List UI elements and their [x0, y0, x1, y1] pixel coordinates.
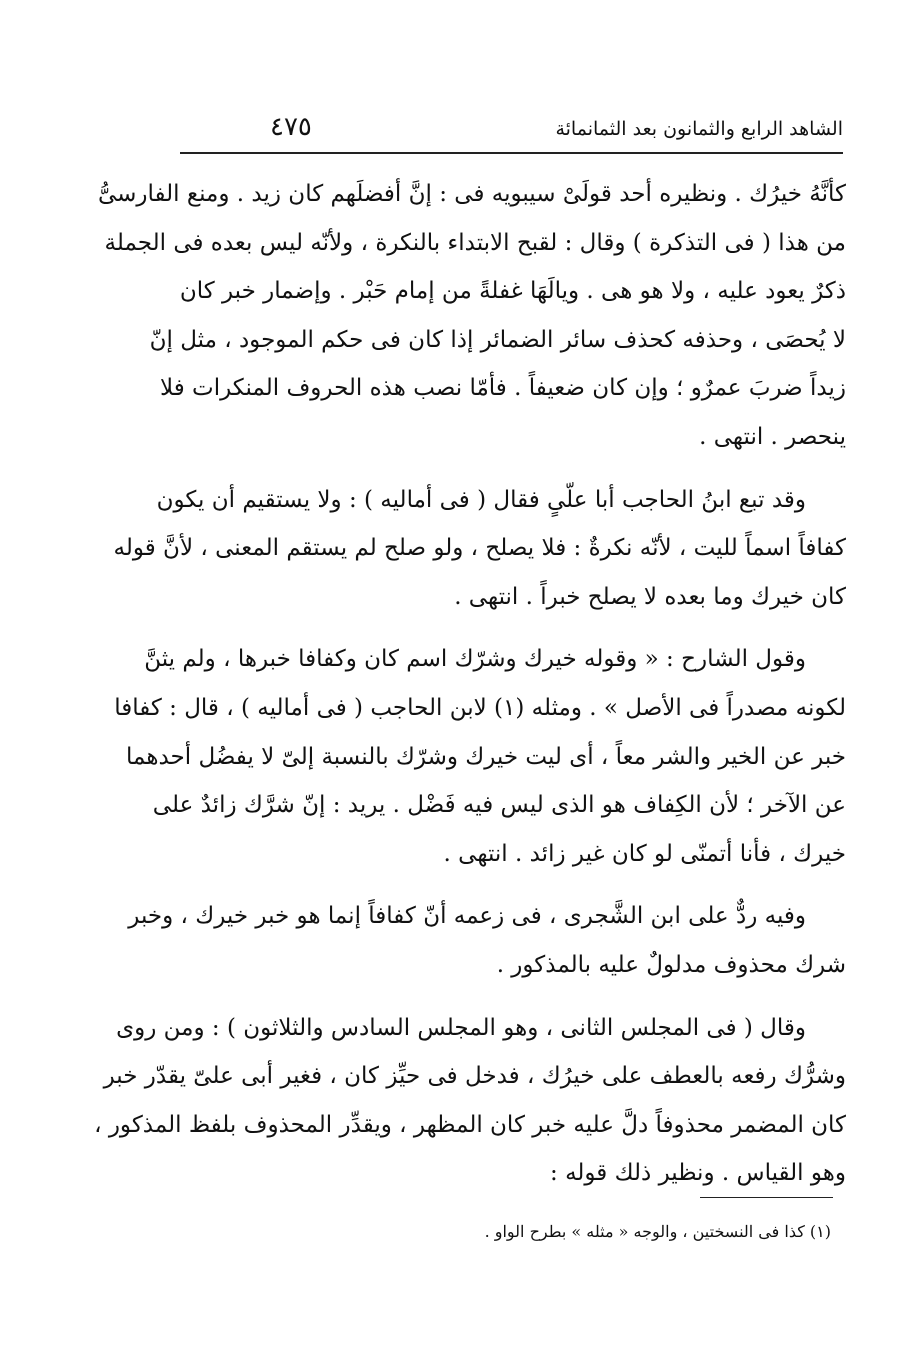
paragraph-4 — [128, 892, 846, 989]
text-line: لا يُحصَى ، وحذفه كحذف سائر الضمائر إذا كان فى حكم الموجود ، مثل إنّ — [149, 326, 846, 353]
header-divider — [180, 152, 843, 154]
text-line: خيرك ، فأنا أتمنّى لو كان غير زائد . انتهى . — [443, 840, 846, 867]
text-line: لكونه مصدراً فى الأصل » . ومثله (١) لابن الحاجب ( فى أماليه ) ، قال : كفافا — [114, 694, 846, 721]
text-line: ينحصر . انتهى . — [699, 423, 846, 450]
text-line: وقد تبع ابنُ الحاجب أبا علّىٍ فقال ( فى أماليه ) : ولا يستقيم أن يكون — [156, 486, 806, 513]
paragraph-3 — [114, 635, 846, 878]
text-line: زيداً ضربَ عمرٌو ؛ وإن كان ضعيفاً . فأمّا نصب هذه الحروف المنكرات فلا — [160, 375, 846, 402]
page-header — [180, 100, 843, 150]
paragraph-2 — [113, 476, 846, 622]
text-line: وقال ( فى المجلس الثانى ، وهو المجلس السادس والثلاثون ) : ومن روى — [116, 1014, 806, 1041]
page-number: ٤٧٥ — [270, 112, 312, 142]
text-line: كان خيرك وما بعده لا يصلح خبراً . انتهى . — [454, 583, 846, 610]
paragraph-5 — [94, 1004, 846, 1198]
text-line: ذكرٌ يعود عليه ، ولا هو هى . ويالَهَا غفلةً من إمام حَبْر . وإضمار خبر كان — [179, 278, 846, 305]
text-line: وقول الشارح : « وقوله خيرك وشرّك اسم كان وكفافا خبرها ، ولم يثنَّ — [144, 646, 806, 673]
text-line: وهو القياس . ونظير ذلك قوله : — [550, 1160, 846, 1187]
text-line: من هذا ( فى التذكرة ) وقال : لقبح الابتداء بالنكرة ، ولأنّه ليس بعده فى الجملة — [104, 229, 846, 256]
text-line: كأنَّهُ خيرُك . ونظيره أحد قولَىْ سيبويه فى : إنَّ أفضلَهم كان زيد . ومنع الفارسىُّ — [97, 181, 846, 207]
text-line: عن الآخر ؛ لأن الكِفاف هو الذى ليس فيه فَضْل . يريد : إنّ شرَّك زائدٌ على — [152, 792, 846, 819]
text-line: خبر عن الخير والشر معاً ، أى ليت خيرك وشرّك بالنسبة إلىّ لا يفضُل أحدهما — [126, 743, 846, 770]
footnote: (١) كذا فى النسختين ، والوجه « مثله » بطرح الواو . — [484, 1222, 831, 1241]
paragraph-1 — [97, 170, 846, 462]
text-line: وفيه ردٌّ على ابن الشَّجرى ، فى زعمه أنّ كفافاً إنما هو خبر خيرك ، وخبر — [128, 903, 806, 930]
footnote-divider — [700, 1197, 833, 1198]
text-line: كفافاً اسماً لليت ، لأنّه نكرةٌ : فلا يصلح ، ولو صلح لم يستقم المعنى ، لأنَّ قوله — [113, 535, 846, 562]
text-line: شرك محذوف مدلولٌ عليه بالمذكور . — [496, 951, 846, 978]
running-title: الشاهد الرابع والثمانون بعد الثمانمائة — [555, 118, 843, 140]
body-text — [94, 170, 846, 1212]
text-line: وشرُّك رفعه بالعطف على خيرُك ، فدخل فى حيِّز كان ، فغير أبى علىّ يقدّر خبر — [103, 1063, 846, 1090]
text-line: كان المضمر محذوفاً دلَّ عليه خبر كان المظهر ، ويقدِّر المحذوف بلفظ المذكور ، — [94, 1111, 846, 1138]
